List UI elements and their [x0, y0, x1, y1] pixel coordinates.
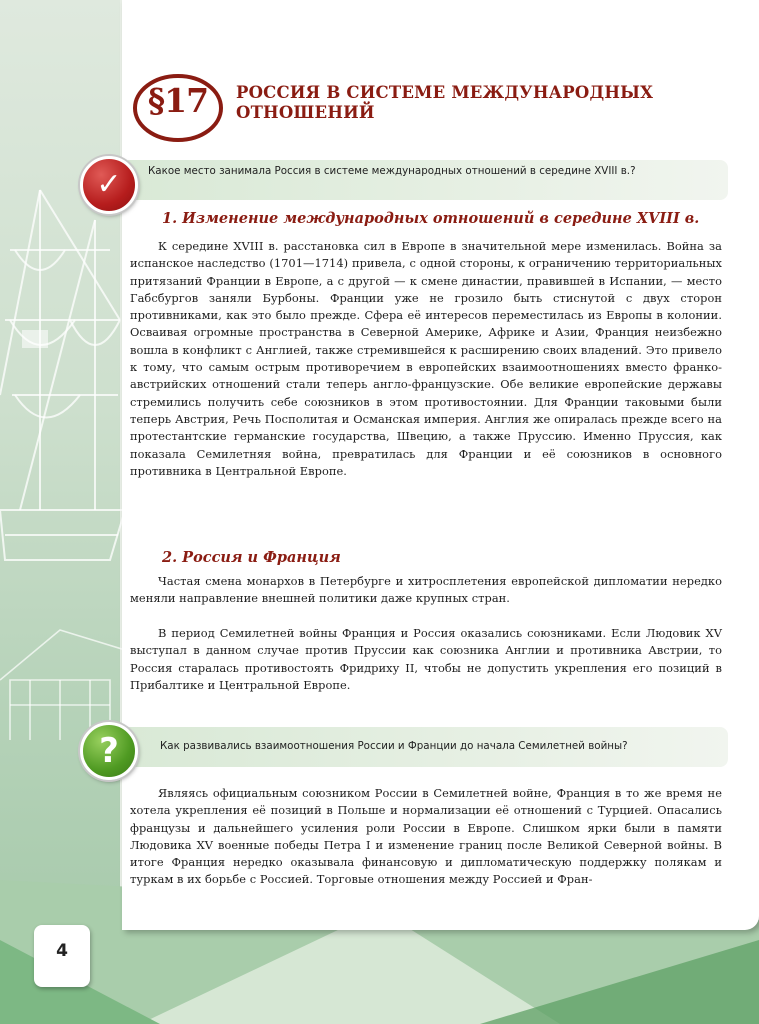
intro-question-text: Какое место занимала Россия в системе международных отношений в середине XVIII в.?: [148, 165, 636, 177]
review-question-text: Как развивались взаимоотношения России и Франции до начала Семилетней войны?: [160, 740, 628, 752]
subsection-1-paragraph: К середине XVIII в. расстановка сил в Европе в значительной мере изменилась. Война за испанское наследство (1701—1714) привела, с одной стороны, к ограничению территориальных притязаний Франции в Европе, а с другой — к смене династии, правившей в Испании, — место Габсбургов заняли Бурбоны. Франции уже не грозило быть стиснутой с двух сторон противниками, как это было прежде. Сфера её интересов переместилась из Европы в колонии. Осваивая огромные пространства в Северной Америке, Африке и Азии, Франция неизбежно вошла в конфликт с Англией, также стремившейся к расширению своих владений. Это привело к тому, что самым острым противоречием в европейских взаимоотношениях вместо франко-австрийских отношений стали теперь англо-французские. Обе великие европейские державы стремились получить себе союзников в этом противостоянии. Для Франции таковыми были теперь Австрия, Речь Посполитая и Османская империя. Англия же опиралась прежде всего на протестантские германские государства, Швецию, а также Пруссию. Именно Пруссия, как показала Семилетняя война, превратилась для Франции и её союзников в основного противника в Центральной Европе.: [130, 239, 722, 478]
page-title: РОССИЯ В СИСТЕМЕ МЕЖДУНАРОДНЫХ ОТНОШЕНИЙ: [236, 83, 654, 122]
checkmark-icon: ✓: [80, 156, 138, 214]
subsection-heading-1: 1. Изменение международных отношений в середине XVIII в.: [162, 210, 700, 227]
subsection-2-paragraph-2: В период Семилетней войны Франция и Россия оказались союзниками. Если Людовик XV выступал в данном случае против Пруссии как союзника Англии и противника Австрии, то Россия старалась противостоять Фридриху II, чтобы не допустить укрепления его позиций в Прибалтике и Центральной Европе.: [130, 626, 722, 692]
sailing-ship-illustration: [0, 180, 125, 740]
page-number: 4: [56, 941, 68, 961]
subsection-2-paragraph-1: Частая смена монархов в Петербурге и хитросплетения европейской дипломатии нередко меняли направление внешней политики даже крупных стран.: [130, 574, 722, 606]
question-mark-icon: ?: [80, 722, 138, 780]
section-number: §17: [147, 81, 209, 120]
subsection-heading-2: 2. Россия и Франция: [162, 549, 341, 566]
continuation-paragraph: Являясь официальным союзником России в Семилетней войне, Франция в то же время не хотела укрепления её позиций в Польше и нормализации её отношений с Турцией. Опасались французы и дальнейшего усиления роли России в Европе. Слишком ярки были в памяти Людовика XV военные победы Петра I и изменение границ после Великой Северной войны. В итоге Франция нередко оказывала финансовую и дипломатическую поддержку полякам и туркам в их борьбе с Россией. Торговые отношения между Россией и Фран-: [130, 786, 722, 887]
